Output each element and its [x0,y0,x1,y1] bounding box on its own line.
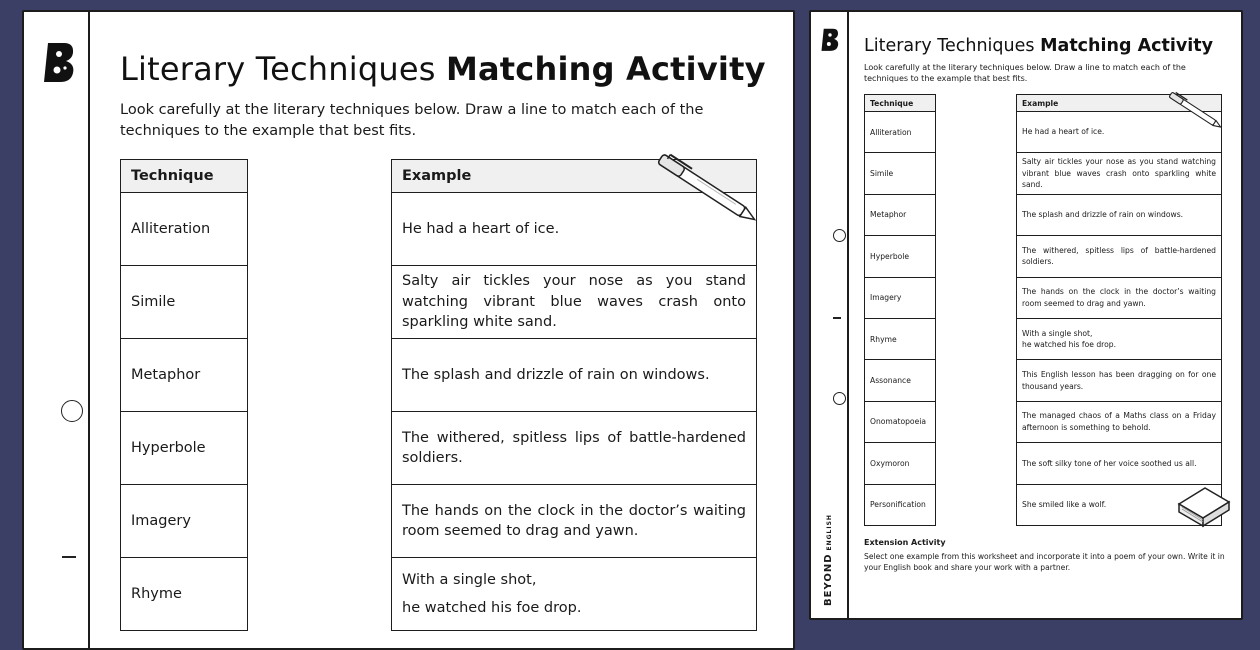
rhyme-line: With a single shot, [1022,328,1093,338]
brand-wordmark: BEYONDENGLISH [823,514,834,606]
punch-hole [61,400,83,422]
book-icon [1175,478,1231,534]
fold-mark [62,556,76,558]
example-cell[interactable]: Salty air tickles your nose as you stand watching vibrant blue waves crash onto sparkling white sand. [1017,153,1222,194]
technique-cell[interactable]: Simile [121,266,248,339]
technique-cell[interactable]: Metaphor [865,194,936,235]
worksheet-title: Literary Techniques Matching Activity [864,36,1214,56]
technique-cell[interactable]: Imagery [865,277,936,318]
technique-cell[interactable]: Rhyme [865,318,936,359]
technique-header: Technique [865,95,936,112]
technique-cell[interactable]: Rhyme [121,558,248,631]
punch-hole [833,392,846,405]
pen-icon [652,150,772,229]
rhyme-line: he watched his foe drop. [1022,340,1116,350]
technique-cell[interactable]: Metaphor [121,339,248,412]
example-cell[interactable]: He had a heart of ice. [1017,112,1222,153]
technique-cell[interactable]: Hyperbole [865,236,936,277]
example-cell[interactable]: The hands on the clock in the doctor’s waiting room seemed to drag and yawn. [1017,277,1222,318]
example-cell[interactable]: She smiled like a wolf. [1017,484,1222,525]
example-header: Example [1017,95,1222,112]
technique-cell[interactable]: Assonance [865,360,936,401]
worksheet-preview [809,10,1243,620]
technique-header: Technique [121,160,248,193]
example-cell[interactable]: The withered, spitless lips of battle-hardened soldiers. [392,412,757,485]
margin-line [847,12,849,618]
example-cell[interactable]: The splash and drizzle of rain on windows. [1017,194,1222,235]
rhyme-line: With a single shot, [402,571,537,588]
beyond-logo-icon [42,40,76,84]
worksheet-title: Literary Techniques Matching Activity [120,50,766,88]
technique-cell[interactable]: Hyperbole [121,412,248,485]
example-table [1016,94,1222,526]
worksheet-large [22,10,795,650]
technique-table [864,94,936,526]
beyond-logo-icon [820,27,840,52]
extension-text: Select one example from this worksheet and incorporate it into a poem of your own. Write it in your English book and share your work with a partner. [864,552,1225,572]
pen-icon [1166,88,1230,136]
example-cell[interactable]: The splash and drizzle of rain on windows. [392,339,757,412]
example-cell[interactable]: The managed chaos of a Maths class on a Friday afternoon is something to behold. [1017,401,1222,442]
margin-line [88,12,90,648]
example-cell[interactable] [1017,318,1222,359]
technique-cell[interactable]: Alliteration [865,112,936,153]
example-cell[interactable]: He had a heart of ice. [392,193,757,266]
extension-heading: Extension Activity [864,538,946,547]
technique-cell[interactable]: Oxymoron [865,443,936,484]
technique-cell[interactable]: Alliteration [121,193,248,266]
fold-mark [833,317,841,319]
punch-hole [833,229,846,242]
example-cell[interactable]: Salty air tickles your nose as you stand watching vibrant blue waves crash onto sparkling white sand. [392,266,757,339]
example-header: Example [392,160,757,193]
example-cell[interactable]: The hands on the clock in the doctor’s waiting room seemed to drag and yawn. [392,485,757,558]
technique-table [120,159,248,631]
example-table [391,159,757,631]
instructions: Look carefully at the literary techniques below. Draw a line to match each of the techniques to the example that best fits. [864,63,1186,83]
example-cell[interactable] [392,558,757,631]
technique-cell[interactable]: Simile [865,153,936,194]
example-cell[interactable]: This English lesson has been dragging on for one thousand years. [1017,360,1222,401]
technique-cell[interactable]: Onomatopoeia [865,401,936,442]
example-cell[interactable]: The withered, spitless lips of battle-hardened soldiers. [1017,236,1222,277]
technique-cell[interactable]: Imagery [121,485,248,558]
rhyme-line: he watched his foe drop. [402,600,582,616]
instructions: Look carefully at the literary techniques below. Draw a line to match each of the techniques to the example that best fits. [120,102,704,139]
example-cell[interactable]: The soft silky tone of her voice soothed us all. [1017,443,1222,484]
technique-cell[interactable]: Personification [865,484,936,525]
